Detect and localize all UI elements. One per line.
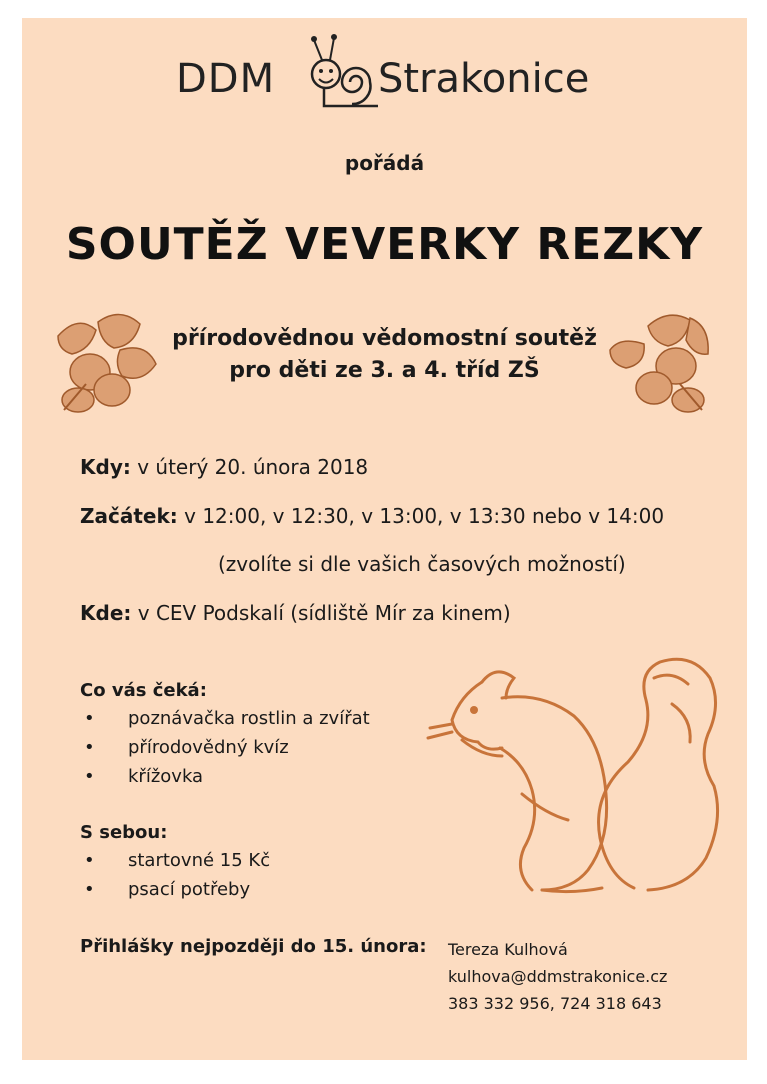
hazelnut-icon <box>606 306 716 416</box>
list-item: • psací potřeby <box>80 875 270 904</box>
start-times-label: Začátek: <box>80 504 178 528</box>
logo-text-strakonice: Strakonice <box>378 56 590 102</box>
list-item: • startovné 15 Kč <box>80 846 270 875</box>
contact-email[interactable]: kulhova@ddmstrakonice.cz <box>448 967 668 986</box>
start-times-note: (zvolíte si dle vašich časových možností) <box>218 552 626 576</box>
subtitle-line-2: pro děti ze 3. a 4. tříd ZŠ <box>229 358 540 383</box>
bullet: • <box>84 737 95 758</box>
event-date-row <box>80 455 368 479</box>
hazelnut-icon <box>50 306 160 416</box>
registration-label: Přihlášky nejpozději do 15. února: <box>80 936 427 957</box>
venue-label: Kde: <box>80 601 132 625</box>
squirrel-illustration <box>422 644 722 894</box>
contact-name: Tereza Kulhová <box>448 940 568 959</box>
intro-text: pořádá <box>344 151 425 175</box>
bullet: • <box>84 850 95 871</box>
contact-info <box>448 936 667 1017</box>
venue-row <box>80 601 511 625</box>
event-date-label: Kdy: <box>80 455 131 479</box>
bring-list <box>80 846 270 904</box>
list-item: • křížovka <box>80 762 370 791</box>
poster <box>22 18 747 1060</box>
bullet: • <box>84 766 95 787</box>
list-item: • přírodovědný kvíz <box>80 733 370 762</box>
expect-heading: Co vás čeká: <box>80 680 207 701</box>
start-times-value: v 12:00, v 12:30, v 13:00, v 13:30 nebo v 14:00 <box>184 504 665 528</box>
expect-list <box>80 704 370 791</box>
bullet: • <box>84 708 95 729</box>
logo-text-ddm: DDM <box>176 56 276 102</box>
contact-phones: 383 332 956, 724 318 643 <box>448 994 662 1013</box>
subtitle-line-1: přírodovědnou vědomostní soutěž <box>172 326 597 351</box>
page-title: SOUTĚŽ VEVERKY REZKY <box>65 219 704 270</box>
snail-logo-icon <box>284 32 380 112</box>
start-times-row <box>80 504 664 528</box>
event-date-value: v úterý 20. února 2018 <box>137 455 369 479</box>
list-item: • poznávačka rostlin a zvířat <box>80 704 370 733</box>
venue-value: v CEV Podskalí (sídliště Mír za kinem) <box>137 601 511 625</box>
bullet: • <box>84 879 95 900</box>
bring-heading: S sebou: <box>80 822 168 843</box>
